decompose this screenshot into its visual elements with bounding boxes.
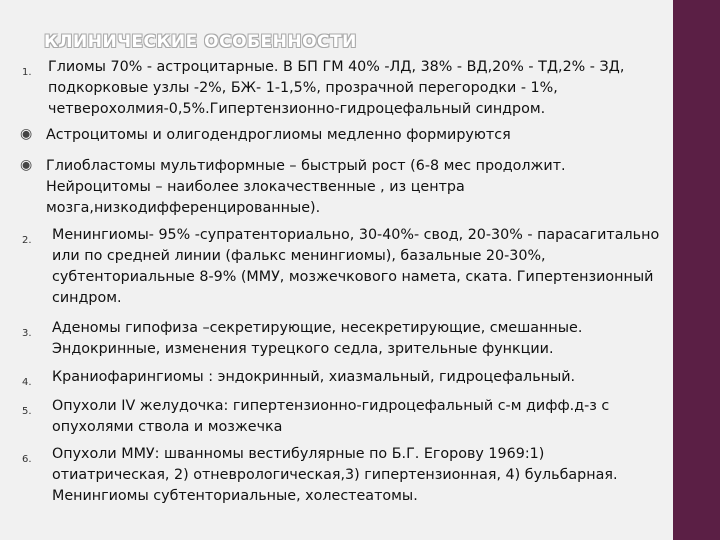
list-item-text: Опухоли IV желудочка: гипертензионно-гидроцефальный с-м дифф.д-з с опухолями ствола и мозжечка	[52, 398, 610, 435]
list-item-text: Астроцитомы и олигодендроглиомы медленно формируются	[46, 127, 511, 143]
list-number: 3.	[22, 328, 32, 339]
list-item-text: Краниофарингиомы : эндокринный, хиазмальный, гидроцефальный.	[52, 369, 576, 385]
list-number: 1.	[22, 67, 32, 78]
list-item-text: Менингиомы- 95% -супратенториально, 30-40%- свод, 20-30% - парасагитально или по средней линии (фалькс менингиомы), базальные 20-30%, субтенториальные 8-9% (ММУ, мозжечкового намета, ската. Гипертензионный синдром.	[52, 227, 660, 306]
list-item-text: Глиомы 70% - астроцитарные. В БП ГМ 40% -ЛД, 38% - ВД,20% - ТД,2% - ЗД, подкорковые узлы -2%, БЖ- 1-1,5%, прозрачной перегородки - 1%, четверохолмия-0,5%.Гипертензионно-гидроцефальный синдром.	[48, 59, 625, 117]
list-number: 2.	[22, 235, 32, 246]
list-item-text: Аденомы гипофиза –секретирующие, несекретирующие, смешанные. Эндокринные, изменения турецкого седла, зрительные функции.	[52, 320, 583, 357]
slide-title: КЛИНИЧЕСКИЕ ОСОБЕННОСТИ	[44, 32, 357, 52]
list-number: 5.	[22, 406, 32, 417]
bullet-icon: ◉	[20, 126, 33, 142]
list-item-text: Опухоли ММУ: шванномы вестибулярные по Б.Г. Егорову 1969:1) отиатрическая, 2) отневрологическая,3) гипертензионная, 4) бульбарная. Менингиомы субтенториальные, холестеатомы.	[52, 446, 618, 504]
list-number: 6.	[22, 454, 32, 465]
bullet-icon: ◉	[20, 157, 33, 173]
list-item-text: Глиобластомы мультиформные – быстрый рост (6-8 мес продолжит. Нейроцитомы – наиболее злокачественные , из центра мозга,низкодифференцированные).	[46, 158, 566, 216]
decorative-side-bar	[673, 0, 720, 540]
list-number: 4.	[22, 377, 32, 388]
